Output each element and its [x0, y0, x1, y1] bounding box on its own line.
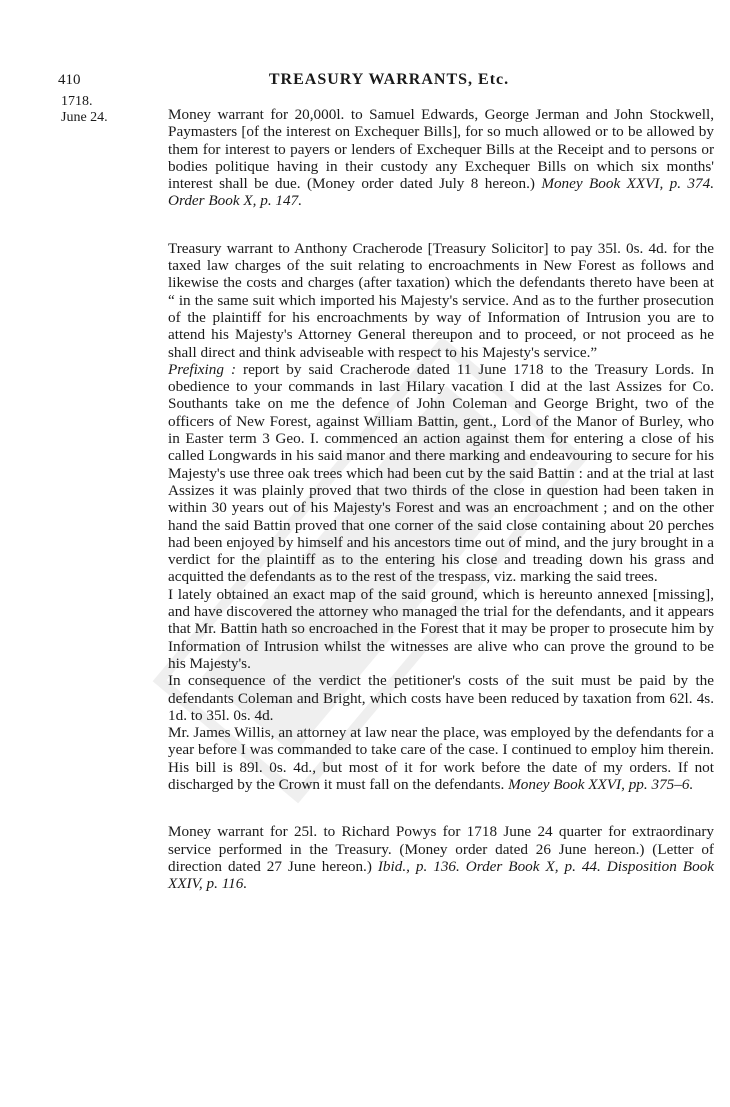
- powys-paragraph: [168, 823, 714, 892]
- entry-text: Money warrant for 20,000l. to Samuel Edwards, George Jerman and John Stockwell, Paymasters [of the interest on Exchequer Bills], for so much allowed or to be allowed by them for interest to payers or lenders of Exchequer Bills at the Receipt and to persons or bodies politique having in their custody any Exchequer Bills on which six months' interest shall be due. (Money order dated July 8 hereon.): [168, 106, 714, 193]
- willis-paragraph: [168, 724, 714, 793]
- spacer: [168, 793, 714, 823]
- entry-paragraph: [168, 240, 714, 361]
- entry-reference: Money Book XXVI, p. 374. Order Book X, p. 147.: [168, 175, 714, 210]
- spacer: [168, 210, 714, 240]
- margin-date: June 24.: [61, 110, 108, 125]
- powys-reference: Ibid., p. 136. Order Book X, p. 44. Disposition Book XXIV, p. 116.: [168, 857, 714, 893]
- prefixing-text: report by said Cracherode dated 11 June 1718 to the Treasury Lords. In obedience to your commands in last Hilary vacation I did at the last Assizes for Co. Southants take on me the defence of John Coleman and George Bright, two of the officers of New Forest, against William Battin, gent., Lord of the Manor of Burley, who in Easter term 3 Geo. I. commenced an action against them for entering a close of his called Longwards in his said manor and there marking and endeavouring to secure for his Majesty's use three oak trees which had been cut by the said Battin : and at the trial at last Assizes it was plainly proved that two thirds of the close in question had been taken in within 30 years out of his Majesty's Forest and was an encroachment ; and on the other hand the said Battin proved that one corner of the said close containing about 20 perches had been enjoyed by himself and his ancestors time out of mind, and the jury brought in a verdict for the plaintiff as to the entering his close and treading down his grass and acquitted the defendants as to the rest of the trespass, viz. marking the said trees.: [168, 360, 715, 586]
- prefixing-paragraph: [168, 361, 714, 586]
- page-header: [58, 72, 720, 94]
- margin-year: 1718.: [61, 94, 93, 109]
- body-paragraph: In consequence of the verdict the petitioner's costs of the suit must be paid by the defendants Coleman and Bright, which costs have been reduced by taxation from 62l. 4s. 1d. to 35l. 0s. 4d.: [168, 672, 714, 724]
- prefixing-label: Prefixing :: [168, 360, 237, 378]
- body-paragraph: I lately obtained an exact map of the said ground, which is hereunto annexed [missing], and have discovered the attorney who managed the trial for the defendants, and it appears that Mr. Battin hath so encroached in the Forest that it may be proper to prosecute him by Information of Intrusion whilst the witnesses are alive who can prove the ground to be his Majesty's.: [168, 585, 714, 672]
- entry-paragraph: [168, 106, 714, 210]
- entry-text: Treasury warrant to Anthony Cracherode [Treasury Solicitor] to pay 35l. 0s. 4d. for the taxed law charges of the suit relating to encroachments in New Forest as follows and likewise the costs and charges (after taxation) which the defendants thereto have been at “ in the same suit which imported his Majesty's service. And as to the further prosecution of the plaintiff for his encroachments by way of Information of Intrusion you are to attend his Majesty's Attorney General thereupon and to proceed, or not proceed as he shall direct and think adviseable with respect to his Majesty's service.”: [168, 239, 714, 361]
- document-body: [168, 106, 714, 892]
- running-head: TREASURY WARRANTS, Etc.: [268, 71, 510, 88]
- willis-reference: Money Book XXVI, pp. 375–6.: [508, 775, 694, 793]
- powys-text: Money warrant for 25l. to Richard Powys for 1718 June 24 quarter for extraordinary service performed in the Treasury. (Money order dated 26 June hereon.) (Letter of direction dated 27 June hereon.): [168, 823, 714, 875]
- page-number: 410: [58, 72, 81, 88]
- willis-text: Mr. James Willis, an attorney at law near the place, was employed by the defendants for a year before I was commanded to take care of the case. I continued to employ him therein. His bill is 89l. 0s. 4d., but most of it for work before the date of my orders. If not discharged by the Crown it must fall on the defendants.: [168, 724, 714, 793]
